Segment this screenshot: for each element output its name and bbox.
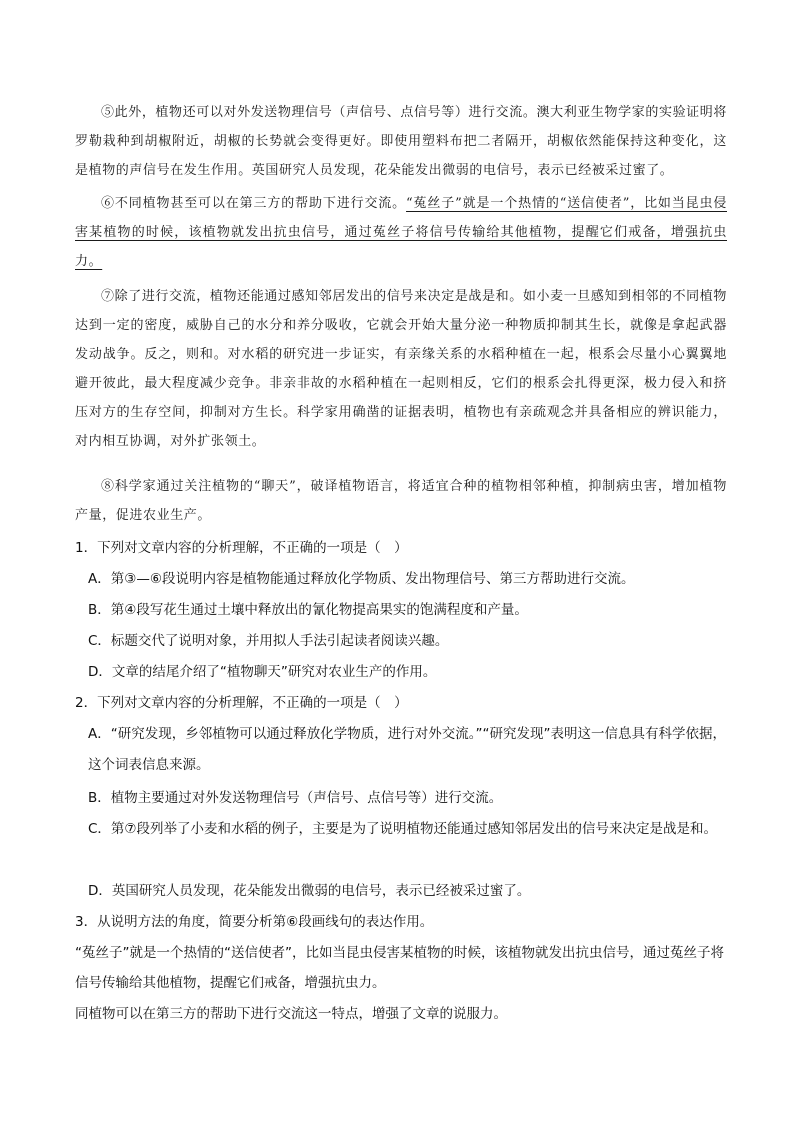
paragraph-6-intro: ⑥不同植物甚至可以在第三方的帮助下进行交流。	[101, 196, 407, 211]
question-1-option-c: C．标题交代了说明对象，并用拟人手法引起读者阅读兴趣。	[88, 633, 449, 649]
question-2-option-a: A．“研究发现，乡邻植物可以通过释放化学物质，进行对外交流。”“研究发现”表明这一信息具有科学依据，这个词表信息来源。	[88, 726, 726, 773]
question-1-option-b: B．第④段写花生通过土壤中释放出的氰化物提高果实的饱满程度和产量。	[88, 602, 528, 618]
question-2-option-c: C．第⑦段列举了小麦和水稻的例子，主要是为了说明植物还能通过感知邻居发出的信号来决定是战是和。	[88, 821, 718, 837]
question-1-option-a: A．第③—⑥段说明内容是植物能通过释放化学物质、发出物理信号、第三方帮助进行交流。	[88, 571, 635, 587]
question-3-stem: 3．从说明方法的角度，简要分析第⑥段画线句的表达作用。	[75, 914, 434, 930]
answer-line-1: “菟丝子”就是一个热情的“送信使者”，比如当昆虫侵害某植物的时候，该植物就发出抗虫信号，通过菟丝子将信号传输给其他植物，提醒它们戒备，增强抗虫力。	[75, 945, 724, 991]
question-2-option-b: B．植物主要通过对外发送物理信号（声信号、点信号等）进行交流。	[88, 790, 503, 806]
question-2-option-d: D．英国研究人员发现，花朵能发出微弱的电信号，表示已经被采过蜜了。	[88, 883, 531, 899]
question-1-stem: 1．下列对文章内容的分析理解，不正确的一项是（ ）	[75, 540, 408, 556]
underlined-sentence: “菟丝子”就是一个热情的“送信使者”，比如当昆虫侵害某植物的时候，该植物就发出抗虫信号，通过菟丝子将信号传输给其他植物，提醒它们戒备，增强抗虫力。	[75, 196, 727, 269]
paragraph-5: ⑤此外，植物还可以对外发送物理信号（声信号、点信号等）进行交流。澳大利亚生物学家的实验证明将罗勒栽种到胡椒附近，胡椒的长势就会变得更好。即使用塑料布把二者隔开，胡椒依然能保持这种变化，这是植物的声信号在发生作用。英国研究人员发现，花朵能发出微弱的电信号，表示已经被采过蜜了。	[75, 105, 727, 178]
paragraph-8: ⑧科学家通过关注植物的“聊天”，破译植物语言，将适宜合种的植物相邻种植，抑制病虫害，增加植物产量，促进农业生产。	[75, 479, 727, 523]
answer-line-2: 同植物可以在第三方的帮助下进行交流这一特点，增强了文章的说服力。	[75, 1006, 507, 1022]
paragraph-7: ⑦除了进行交流，植物还能通过感知邻居发出的信号来决定是战是和。如小麦一旦感知到相邻的不同植物达到一定的密度，威胁自己的水分和养分吸收，它就会开始大量分泌一种物质抑制其生长，就像是拿起武器发动战争。反之，则和。对水稻的研究进一步证实，有亲缘关系的水稻种植在一起，根系会尽量小心翼翼地避开彼此，最大程度减少竞争。非亲非故的水稻种植在一起则相反，它们的根系会扎得更深，极力侵入和挤压对方的生存空间，抑制对方生长。科学家用确凿的证据表明，植物也有亲疏观念并具备相应的辨识能力，对内相互协调，对外扩张领土。	[75, 289, 727, 449]
question-2-stem: 2．下列对文章内容的分析理解，不正确的一项是（ ）	[75, 695, 408, 711]
paragraph-6	[75, 189, 727, 276]
question-1-option-d: D．文章的结尾介绍了“植物聊天”研究对农业生产的作用。	[88, 664, 437, 680]
